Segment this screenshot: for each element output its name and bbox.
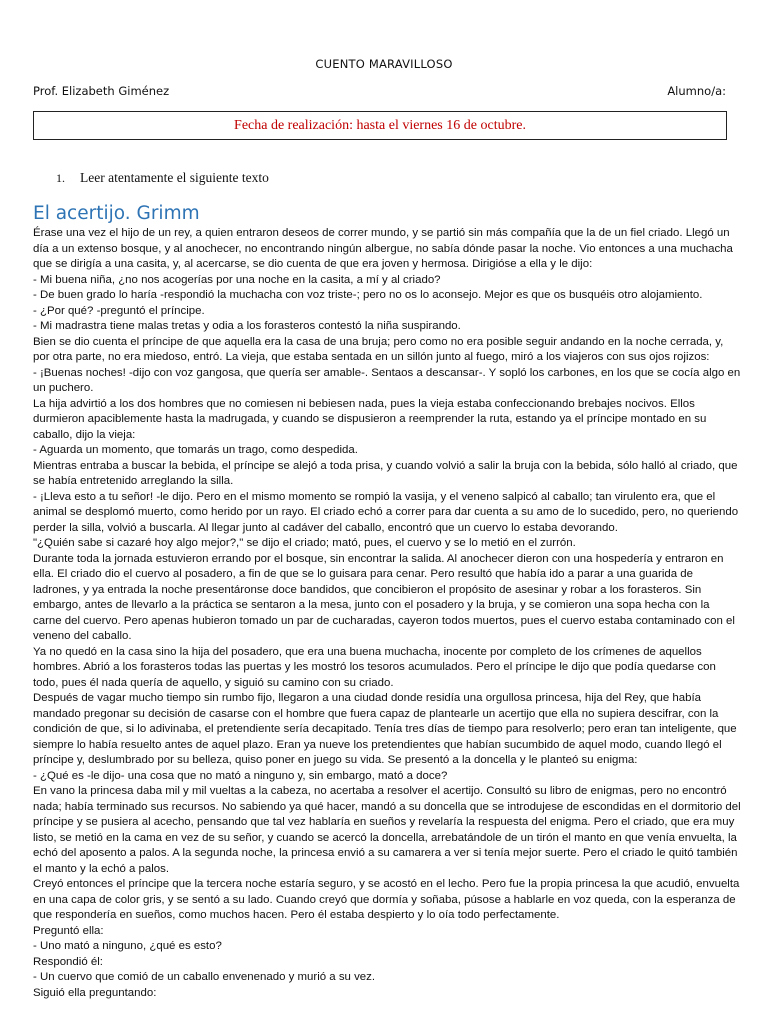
story-paragraph: - Aguarda un momento, que tomarás un trago, como despedida. bbox=[33, 444, 358, 456]
deadline-text: Fecha de realización: hasta el viernes 16 de octubre. bbox=[234, 117, 526, 133]
story-paragraph: - Mi buena niña, ¿no nos acogerías por una noche en la casita, a mí y al criado? bbox=[33, 273, 441, 286]
document-title: CUENTO MARAVILLOSO bbox=[315, 57, 453, 71]
deadline-box bbox=[33, 111, 727, 140]
story-paragraph: Bien se dio cuenta el príncipe de que aquella era la casa de una bruja; pero como no era posible seguir andando en la noche cerrada, y, por otra parte, no era miedoso, entró. La vieja, que estaba sentada en un sillón junto al fuego, miró a los viajeros con sus ojos rojizos: bbox=[33, 335, 724, 363]
story-paragraph: - ¿Qué es -le dijo- una cosa que no mató a ninguno y, sin embargo, mató a doce? bbox=[33, 769, 448, 782]
story-paragraph: Respondió él: bbox=[33, 955, 103, 968]
story-paragraph: Ya no quedó en la casa sino la hija del posadero, que era una buena muchacha, inocente por completo de los crímenes de aquellos hombres. Abrió a los forasteros todas las puertas y les mostró los tesoros acumulados. Pero el príncipe le dijo que podía quedarse con todo, pues él nada quería de aquello, y siguió su camino con su criado. bbox=[33, 645, 716, 689]
teacher-name: Prof. Elizabeth Giménez bbox=[33, 84, 170, 98]
story-paragraph: Preguntó ella: bbox=[33, 924, 104, 937]
story-paragraph: "¿Quién sabe si cazaré hoy algo mejor?," se dijo el criado; mató, pues, el cuervo y se lo metió en el zurrón. bbox=[33, 537, 576, 549]
story-title: El acertijo. Grimm bbox=[33, 203, 200, 224]
story-paragraph: - Uno mató a ninguno, ¿qué es esto? bbox=[33, 940, 222, 952]
story-paragraph: - De buen grado lo haría -respondió la muchacha con voz triste-; pero no os lo aconsejo. Mejor es que os busquéis otro alojamiento. bbox=[33, 289, 703, 301]
story-paragraph: Creyó entonces el príncipe que la tercera noche estaría seguro, y se acostó en el lecho. Pero fue la propia princesa la que acudió, envuelta en una capa de color gris, y se sentó a su lado. Cuando creyó que dormía y soñaba, púsose a hablarle en voz queda, con la esperanza de que respondería en sueños, como muchos hacen. Pero él estaba despierto y lo oía todo perfectamente. bbox=[33, 878, 740, 921]
story-paragraph: La hija advirtió a los dos hombres que no comiesen ni bebiesen nada, pues la vieja estaba confeccionando brebajes nocivos. Ellos durmieron apaciblemente hasta la madrugada, y cuando se dispusieron a reemprender la ruta, estando ya el príncipe montado en su caballo, dijo la vieja: bbox=[33, 397, 707, 441]
story-paragraph: - ¿Por qué? -preguntó el príncipe. bbox=[33, 304, 205, 317]
story-paragraph: Érase una vez el hijo de un rey, a quien entraron deseos de correr mundo, y se partió sin más compañía que la de un fiel criado. Llegó un día a un extenso bosque, y al anochecer, no encontrando ningún albergue, no sabía dónde pasar la noche. Vio entonces a una muchacha que se dirigía a una casita, y, al acercarse, se dio cuenta de que era joven y hermosa. Dirigióse a ella y le dijo: bbox=[33, 227, 733, 270]
student-label: Alumno/a: bbox=[667, 84, 726, 98]
instruction-text: Leer atentamente el siguiente texto bbox=[80, 170, 269, 185]
instruction-item bbox=[56, 170, 269, 186]
story-paragraph: En vano la princesa daba mil y mil vueltas a la cabeza, no acertaba a resolver el acertijo. Consultó su libro de enigmas, pero no encontró nada; había terminado sus recursos. No sabiendo ya qué hacer, mandó a su doncella que se introdujese de escondidas en el dormitorio del príncipe y se pusiera al acecho, pensando que tal vez hablaría en sueños y revelaría la respuesta del enigma. Pero el criado, que era muy listo, se metió en la cama en vez de su señor, y cuando se acercó la doncella, arrebatándole de un tirón el manto en que venía envuelta, la echó del aposento a palos. A la segunda noche, la princesa envió a su camarera a ver si tenía mejor suerte. Pero el criado le quitó también el manto y la echó a palos. bbox=[33, 785, 741, 875]
story-paragraph: - Mi madrastra tiene malas tretas y odia a los forasteros contestó la niña suspirando. bbox=[33, 320, 461, 332]
story-paragraph: - Un cuervo que comió de un caballo envenenado y murió a su vez. bbox=[33, 971, 376, 983]
instruction-number: 1. bbox=[56, 171, 65, 185]
story-paragraph: - ¡Lleva esto a tu señor! -le dijo. Pero en el mismo momento se rompió la vasija, y el veneno salpicó al caballo; tan virulento era, que el animal se desplomó muerto, como herido por un rayo. El criado echó a correr para dar cuenta a su amo de lo sucedido, pero, no queriendo perder la silla, volvió a buscarla. Al llegar junto al cadáver del caballo, encontró que un cuervo lo estaba devorando. bbox=[33, 490, 739, 534]
story-paragraph: - ¡Buenas noches! -dijo con voz gangosa, que quería ser amable-. Sentaos a descansar-. Y sopló los carbones, en los que se cocía algo en un puchero. bbox=[33, 366, 741, 394]
story-paragraph: Durante toda la jornada estuvieron errando por el bosque, sin encontrar la salida. Al anochecer dieron con una hospedería y entraron en ella. El criado dio el cuervo al posadero, a fin de que se lo guisara para cenar. Pero resultó que había ido a parar a una guarida de ladrones, y ya entrada la noche presentáronse doce bandidos, que concibieron el propósito de asesinar y robar a los forasteros. Sin embargo, antes de llevarlo a la práctica se sentaron a la mesa, junto con el posadero y la bruja, y se comieron una sopa hecha con la carne del cuervo. Pero apenas hubieron tomado un par de cucharadas, cayeron todos muertos, pues el cuervo estaba contaminado con el veneno del caballo. bbox=[33, 552, 735, 642]
story-paragraph: Mientras entraba a buscar la bebida, el príncipe se alejó a toda prisa, y cuando volvió a salir la bruja con la bebida, sólo halló al criado, que se había entretenido arreglando la silla. bbox=[33, 459, 738, 487]
story-paragraph: Siguió ella preguntando: bbox=[33, 986, 157, 999]
story-paragraph: Después de vagar mucho tiempo sin rumbo fijo, llegaron a una ciudad donde residía una orgullosa princesa, hija del Rey, que había mandado pregonar su decisión de casarse con el hombre que fuera capaz de plantearle un acertijo que ella no supiera descifrar, con la condición de que, si lo adivinaba, el pretendiente sería decapitado. Tenía tres días de tiempo para resolverlo; pero eran tan inteligente, que siempre lo había resuelto antes de aquel plazo. Eran ya nueve los pretendientes que habían sucumbido de aquel modo, cuando llegó el príncipe y, deslumbrado por su belleza, quiso poner en juego su vida. Se presentó a la doncella y le planteó su enigma: bbox=[33, 692, 737, 766]
story-body bbox=[33, 226, 741, 1001]
